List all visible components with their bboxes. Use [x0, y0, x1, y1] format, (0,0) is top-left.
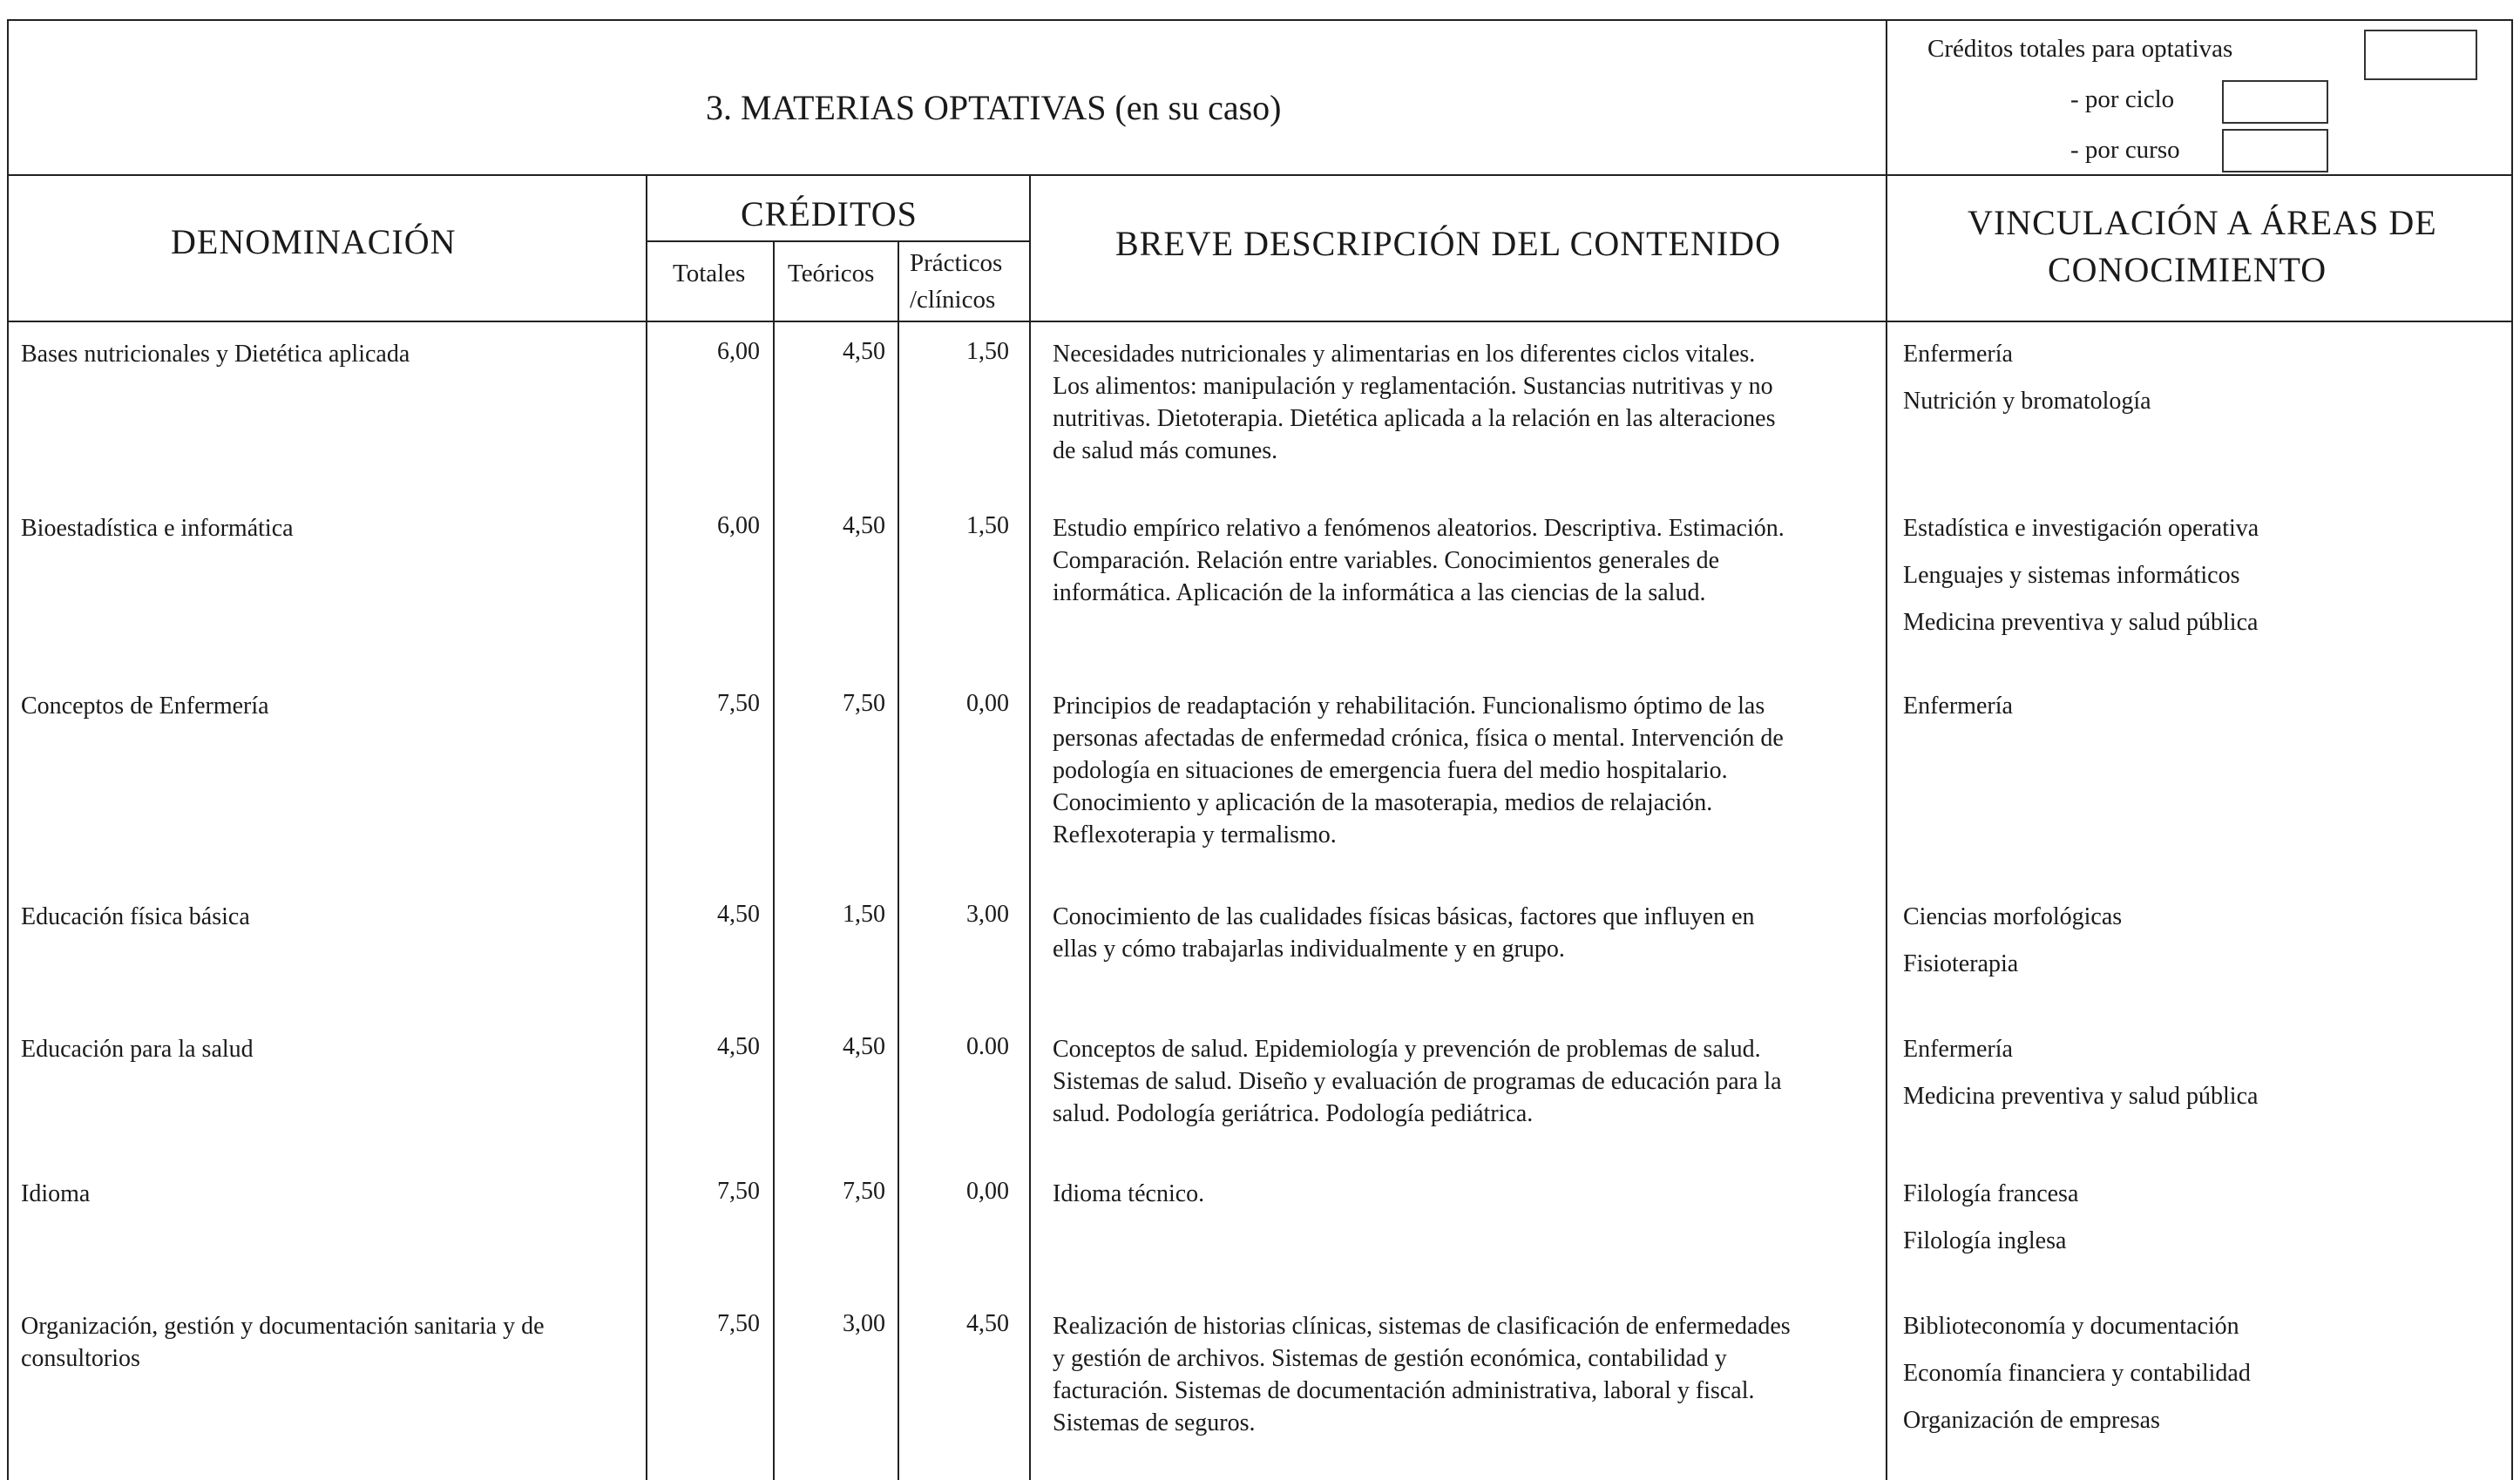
- teoricos-column-divider: [773, 240, 775, 1480]
- row-teoricos: 4,50: [843, 338, 885, 365]
- row-area: Nutrición y bromatología: [1903, 388, 2151, 415]
- description-line: de salud más comunes.: [1053, 437, 1278, 464]
- header-practicos: Prácticos: [910, 249, 1003, 277]
- row-practicos: 0.00: [966, 1033, 1009, 1060]
- row-description: [1053, 1033, 1782, 1130]
- header-divider: [7, 174, 2513, 176]
- row-area: Economía financiera y contabilidad: [1903, 1360, 2251, 1387]
- column-header-divider: [7, 321, 2513, 322]
- row-area: Lenguajes y sistemas informáticos: [1903, 562, 2240, 589]
- row-area: Medicina preventiva y salud pública: [1903, 609, 2259, 636]
- descripcion-column-divider: [1029, 174, 1031, 1480]
- row-practicos: 4,50: [966, 1310, 1009, 1337]
- description-line: Realización de historias clínicas, sistemas de clasificación de enfermedades: [1053, 1313, 1791, 1340]
- row-practicos: 1,50: [966, 338, 1009, 365]
- row-totales: 6,00: [717, 338, 760, 365]
- row-area: Estadística e investigación operativa: [1903, 515, 2259, 542]
- description-line: Sistemas de seguros.: [1053, 1409, 1256, 1436]
- row-area: Filología francesa: [1903, 1180, 2079, 1207]
- description-line: Conocimiento de las cualidades físicas básicas, factores que influyen en: [1053, 903, 1755, 930]
- practicos-column-divider: [898, 240, 899, 1480]
- row-description: [1053, 690, 1784, 851]
- row-name: [21, 1310, 545, 1375]
- header-creditos: CRÉDITOS: [741, 194, 918, 233]
- credits-total-label: Créditos totales para optativas: [1927, 35, 2233, 63]
- row-practicos: 0,00: [966, 1178, 1009, 1205]
- description-line: podología en situaciones de emergencia fuera del medio hospitalario.: [1053, 757, 1728, 784]
- row-description: [1053, 512, 1785, 609]
- section-title: 3. MATERIAS OPTATIVAS (en su caso): [706, 88, 1282, 127]
- description-line: Sistemas de salud. Diseño y evaluación de programas de educación para la: [1053, 1068, 1782, 1095]
- row-name: Conceptos de Enfermería: [21, 693, 269, 720]
- description-line: Reflexoterapia y termalismo.: [1053, 821, 1337, 848]
- name-line: Organización, gestión y documentación sanitaria y de: [21, 1313, 545, 1340]
- row-practicos: 0,00: [966, 690, 1009, 717]
- name-line: consultorios: [21, 1345, 140, 1372]
- row-name: Idioma: [21, 1180, 91, 1207]
- header-clinicos: /clínicos: [910, 286, 996, 314]
- row-totales: 4,50: [717, 901, 760, 928]
- row-teoricos: 7,50: [843, 690, 885, 717]
- header-conocimiento: CONOCIMIENTO: [2048, 250, 2327, 289]
- row-teoricos: 7,50: [843, 1178, 885, 1205]
- row-totales: 7,50: [717, 1310, 760, 1337]
- credits-curso-label: - por curso: [2070, 136, 2180, 164]
- row-name: Educación para la salud: [21, 1036, 254, 1063]
- description-line: Necesidades nutricionales y alimentarias en los diferentes ciclos vitales.: [1053, 341, 1756, 368]
- row-area: Biblioteconomía y documentación: [1903, 1313, 2239, 1340]
- description-line: salud. Podología geriátrica. Podología pediátrica.: [1053, 1100, 1534, 1127]
- description-line: nutritivas. Dietoterapia. Dietética aplicada a la relación en las alteraciones: [1053, 405, 1776, 432]
- row-teoricos: 1,50: [843, 901, 885, 928]
- row-area: Filología inglesa: [1903, 1227, 2067, 1254]
- row-name: Bioestadística e informática: [21, 515, 294, 542]
- row-description: [1053, 1310, 1791, 1439]
- totales-column-divider: [646, 174, 647, 1480]
- row-description: [1053, 1178, 1204, 1210]
- description-line: ellas y cómo trabajarlas individualmente y en grupo.: [1053, 936, 1565, 963]
- description-line: Comparación. Relación entre variables. Conocimientos generales de: [1053, 547, 1720, 574]
- description-line: y gestión de archivos. Sistemas de gestión económica, contabilidad y: [1053, 1345, 1727, 1372]
- header-denominacion: DENOMINACIÓN: [171, 222, 457, 261]
- row-area: Enfermería: [1903, 693, 2013, 720]
- row-practicos: 3,00: [966, 901, 1009, 928]
- row-totales: 7,50: [717, 1178, 760, 1205]
- row-name: Bases nutricionales y Dietética aplicada: [21, 341, 410, 368]
- description-line: Conocimiento y aplicación de la masoterapia, medios de relajación.: [1053, 789, 1713, 816]
- header-teoricos: Teóricos: [788, 260, 875, 287]
- header-descripcion: BREVE DESCRIPCIÓN DEL CONTENIDO: [1115, 224, 1781, 263]
- row-teoricos: 4,50: [843, 512, 885, 539]
- credits-total-field[interactable]: [2364, 30, 2477, 80]
- row-totales: 4,50: [717, 1033, 760, 1060]
- description-line: facturación. Sistemas de documentación administrativa, laboral y fiscal.: [1053, 1377, 1755, 1404]
- row-teoricos: 3,00: [843, 1310, 885, 1337]
- description-line: Los alimentos: manipulación y reglamentación. Sustancias nutritivas y no: [1053, 373, 1773, 400]
- row-practicos: 1,50: [966, 512, 1009, 539]
- row-totales: 6,00: [717, 512, 760, 539]
- row-description: [1053, 901, 1755, 965]
- header-totales: Totales: [673, 260, 746, 287]
- row-name: Educación física básica: [21, 903, 250, 930]
- row-area: Organización de empresas: [1903, 1407, 2160, 1434]
- row-area: Medicina preventiva y salud pública: [1903, 1083, 2259, 1110]
- credits-ciclo-label: - por ciclo: [2070, 85, 2175, 113]
- row-description: [1053, 338, 1776, 467]
- row-teoricos: 4,50: [843, 1033, 885, 1060]
- row-area: Fisioterapia: [1903, 950, 2019, 977]
- description-line: Estudio empírico relativo a fenómenos aleatorios. Descriptiva. Estimación.: [1053, 515, 1785, 542]
- row-area: Enfermería: [1903, 1036, 2013, 1063]
- description-line: personas afectadas de enfermedad crónica, física o mental. Intervención de: [1053, 725, 1784, 752]
- header-vinculacion: VINCULACIÓN A ÁREAS DE: [1968, 203, 2437, 242]
- description-line: Principios de readaptación y rehabilitación. Funcionalismo óptimo de las: [1053, 693, 1765, 720]
- row-totales: 7,50: [717, 690, 760, 717]
- description-line: Conceptos de salud. Epidemiología y prevención de problemas de salud.: [1053, 1036, 1761, 1063]
- vinculacion-column-divider: [1886, 19, 1887, 1480]
- creditos-subheader-divider: [646, 240, 1029, 242]
- description-line: informática. Aplicación de la informática a las ciencias de la salud.: [1053, 579, 1706, 606]
- row-area: Ciencias morfológicas: [1903, 903, 2123, 930]
- row-area: Enfermería: [1903, 341, 2013, 368]
- credits-curso-field[interactable]: [2222, 129, 2328, 172]
- description-line: Idioma técnico.: [1053, 1180, 1205, 1207]
- credits-ciclo-field[interactable]: [2222, 80, 2328, 124]
